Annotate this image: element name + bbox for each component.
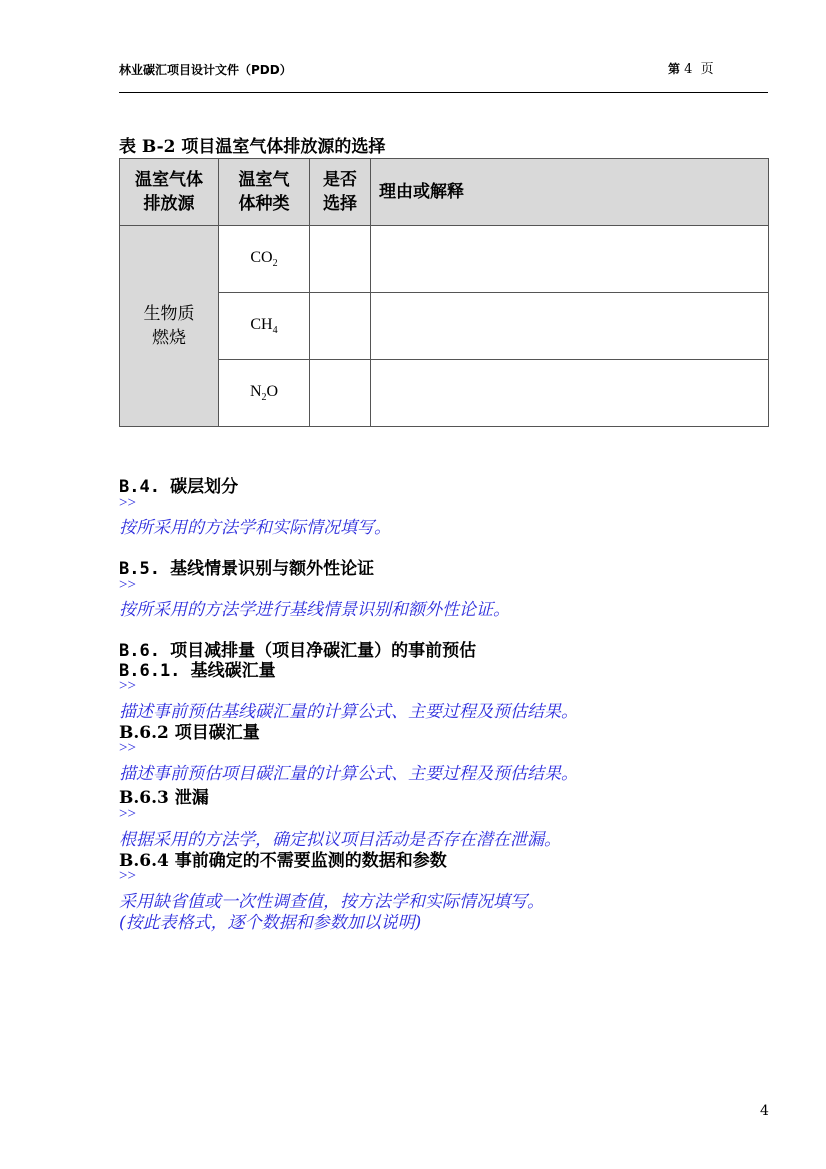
gas-cell-ch4: $CH_4$ [219, 293, 310, 360]
section-b5-hint: 按所采用的方法学进行基线情景识别和额外性论证。 [119, 600, 510, 620]
header-reason: 理由或解释 [371, 159, 769, 226]
table-header-row [120, 159, 769, 226]
selected-cell[interactable] [310, 226, 371, 293]
selected-cell[interactable] [310, 293, 371, 360]
section-b61-arrow: >> [119, 678, 136, 694]
ghg-source-table [119, 158, 769, 427]
reason-cell[interactable] [371, 226, 769, 293]
section-b4-arrow: >> [119, 495, 136, 511]
header-divider [119, 92, 768, 93]
page-number-footer: 4 [760, 1103, 769, 1119]
section-b61-title: B.6.1. 基线碳汇量 [119, 661, 276, 681]
section-b64-note: (按此表格式，逐个数据和参数加以说明) [119, 913, 422, 933]
section-b4-title: B.4. 碳层划分 [119, 477, 239, 497]
section-b64-title: B.6.4 事前确定的不需要监测的数据和参数 [119, 851, 447, 871]
reason-cell[interactable] [371, 293, 769, 360]
section-b62-arrow: >> [119, 740, 136, 756]
page-suffix: 页 [700, 62, 714, 77]
header-emission-source: 温室气体排放源 [120, 159, 219, 226]
section-b64-arrow: >> [119, 868, 136, 884]
gas-cell-co2: $CO_2$ [219, 226, 310, 293]
section-b64-hint: 采用缺省值或一次性调查值，按方法学和实际情况填写。 [119, 892, 544, 912]
page-number-header: 4 [684, 62, 693, 77]
page-indicator [668, 58, 714, 77]
table-row [120, 226, 769, 293]
section-b63-title: B.6.3 泄漏 [119, 788, 209, 808]
section-b62-title: B.6.2 项目碳汇量 [119, 723, 260, 743]
section-b4-hint: 按所采用的方法学和实际情况填写。 [119, 518, 391, 538]
section-b6-title: B.6. 项目减排量（项目净碳汇量）的事前预估 [119, 641, 477, 661]
section-b63-hint: 根据采用的方法学，确定拟议项目活动是否存在潜在泄漏。 [119, 830, 561, 850]
gas-cell-n2o: $N_2O$ [219, 360, 310, 427]
section-b63-arrow: >> [119, 806, 136, 822]
page-prefix: 第 [668, 62, 681, 76]
reason-cell[interactable] [371, 360, 769, 427]
selected-cell[interactable] [310, 360, 371, 427]
document-title: 林业碳汇项目设计文件（PDD） [119, 63, 292, 77]
section-b61-hint: 描述事前预估基线碳汇量的计算公式、主要过程及预估结果。 [119, 702, 578, 722]
section-b5-title: B.5. 基线情景识别与额外性论证 [119, 559, 375, 579]
table-caption: 表 B-2 项目温室气体排放源的选择 [119, 137, 386, 157]
section-b62-hint: 描述事前预估项目碳汇量的计算公式、主要过程及预估结果。 [119, 764, 578, 784]
source-cell: 生物质燃烧 [120, 226, 219, 427]
header-selected: 是否选择 [310, 159, 371, 226]
section-b5-arrow: >> [119, 577, 136, 593]
header-gas-type: 温室气体种类 [219, 159, 310, 226]
